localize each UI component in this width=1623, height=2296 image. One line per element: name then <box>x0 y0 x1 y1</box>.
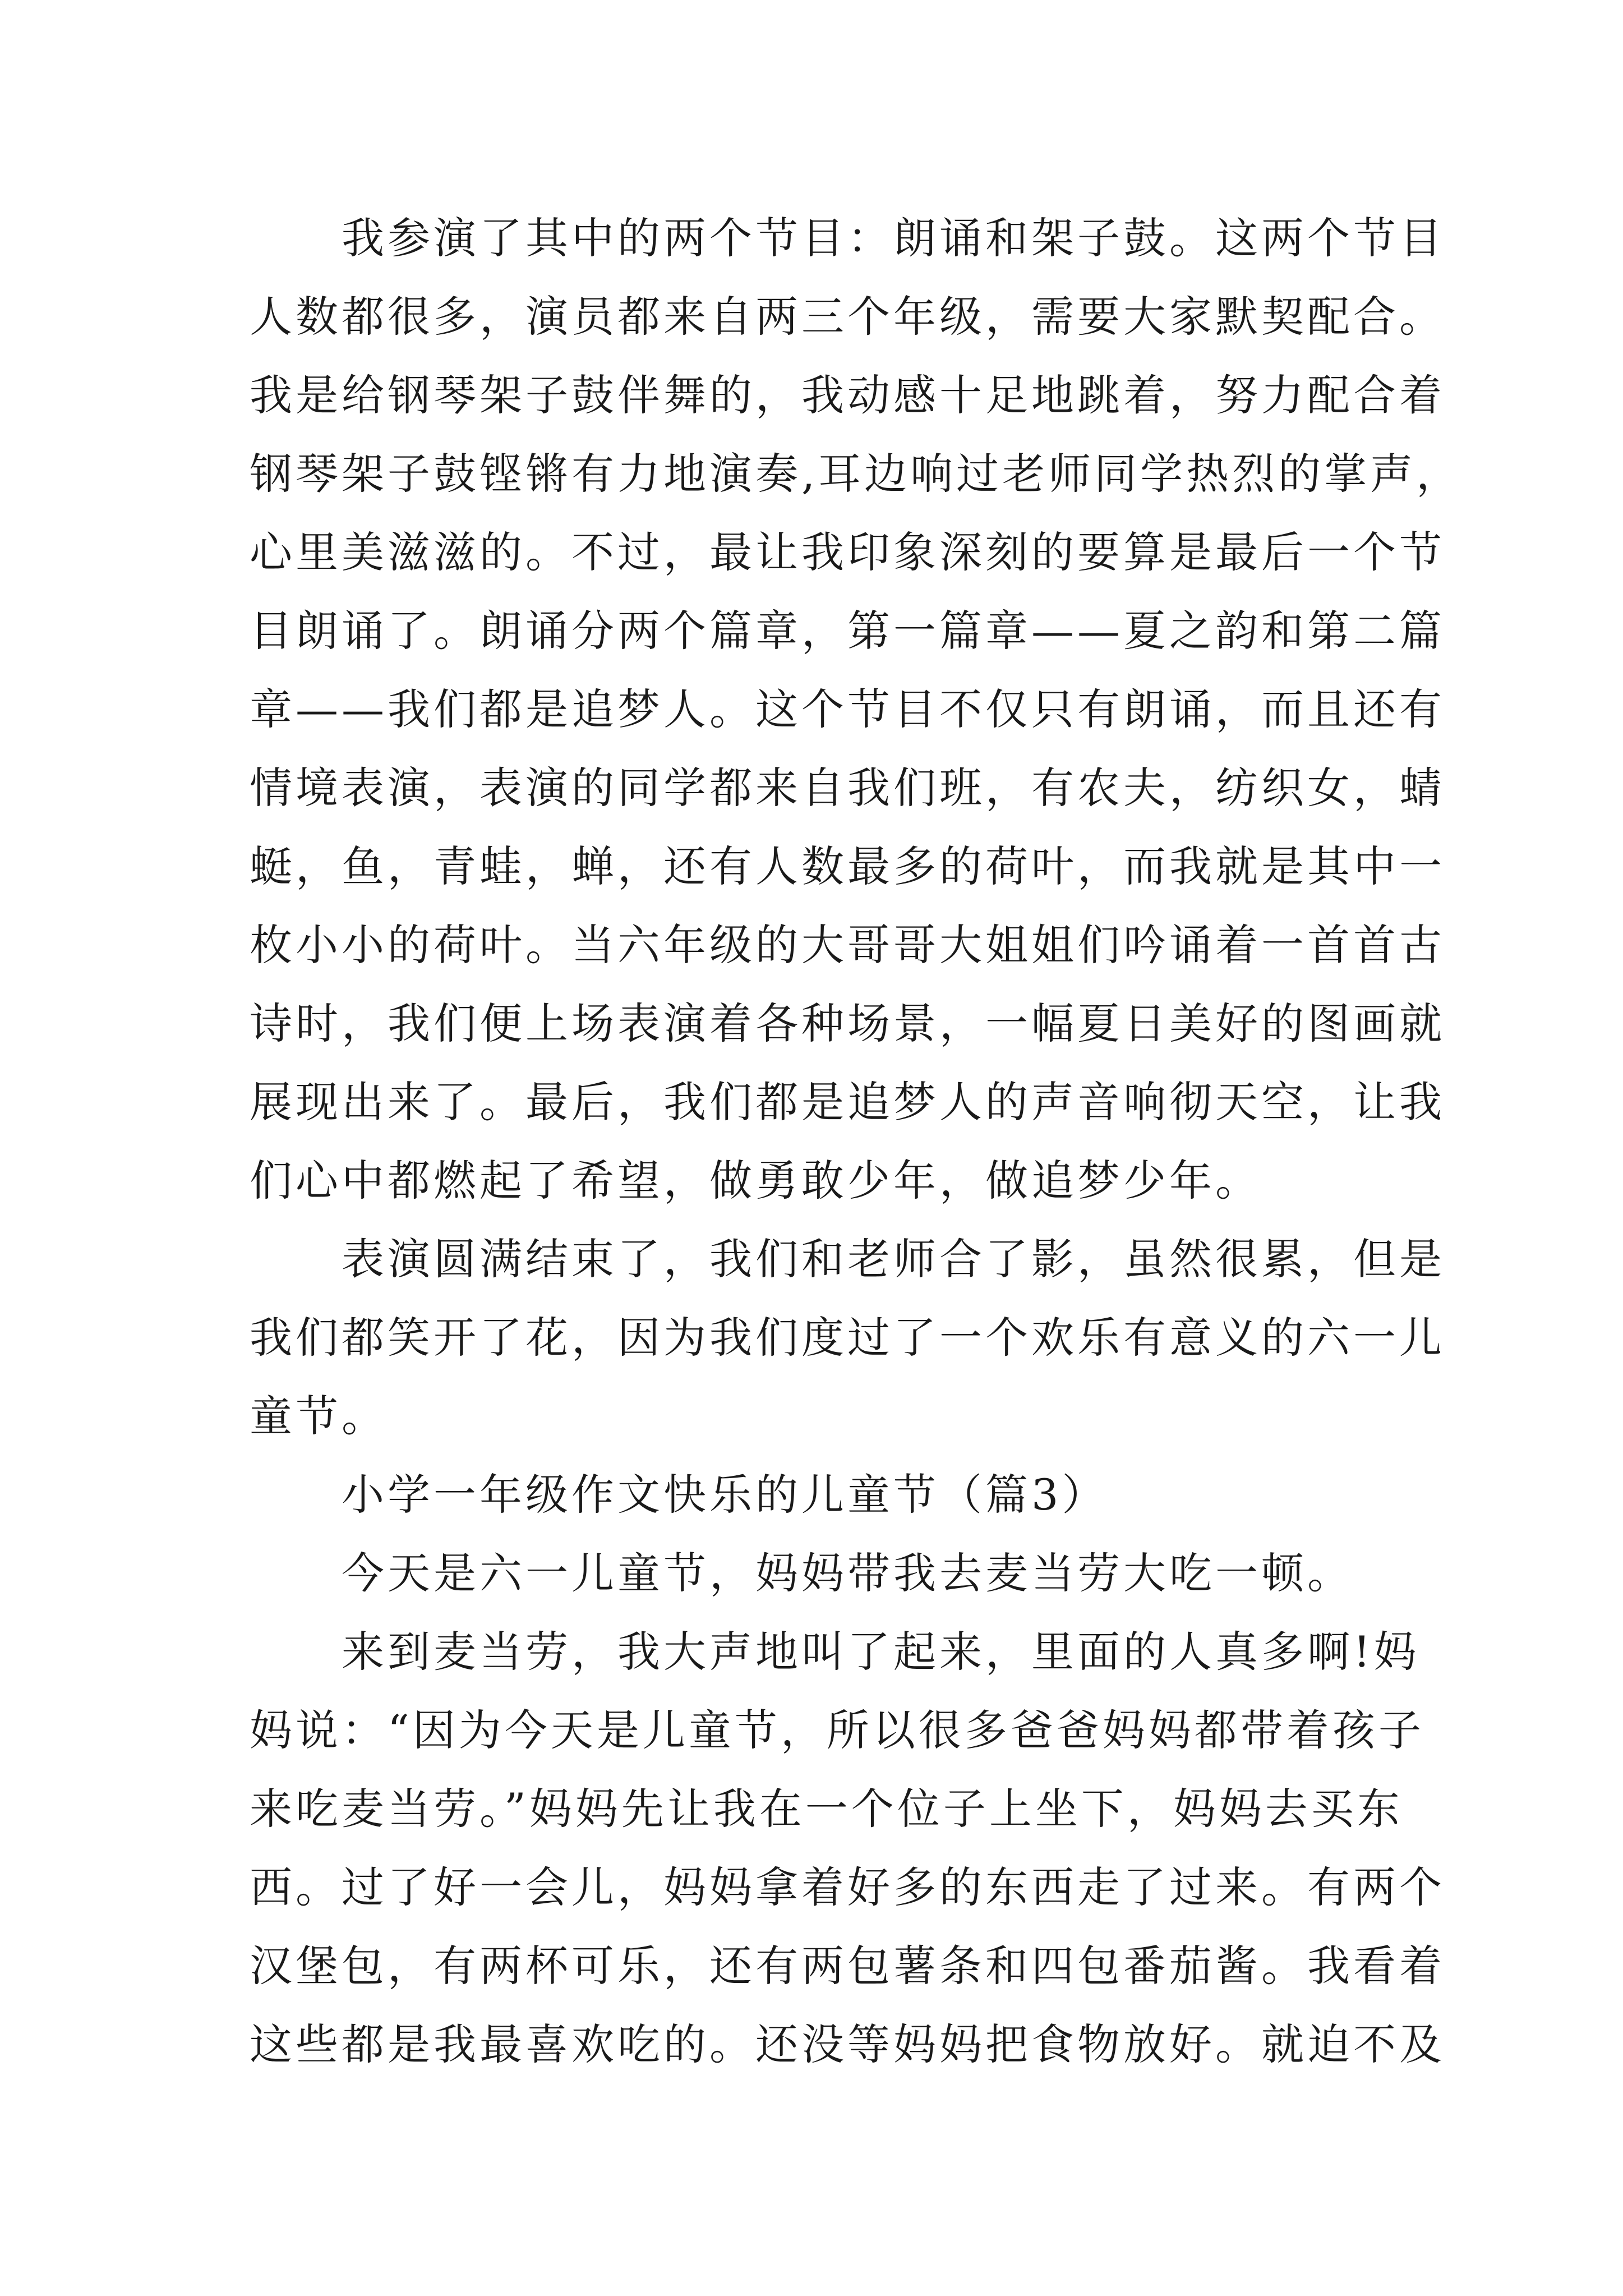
text-line: 来吃麦当劳。”妈妈先让我在一个位子上坐下，妈妈去买东 <box>250 1784 1403 1834</box>
text-line: 童节。 <box>250 1391 388 1441</box>
text-line: 今天是六一儿童节，妈妈带我去麦当劳大吃一顿。 <box>250 1548 1353 1598</box>
text-line: 汉堡包，有两杯可乐，还有两包薯条和四包番茄酱。我看着 <box>250 1941 1445 1991</box>
text-line: 人数都很多，演员都来自两三个年级，需要大家默契配合。 <box>250 292 1445 342</box>
text-line: 们心中都燃起了希望，做勇敢少年，做追梦少年。 <box>250 1156 1261 1205</box>
text-line: 表演圆满结束了，我们和老师合了影，虽然很累，但是 <box>250 1234 1445 1284</box>
text-line: 目朗诵了。朗诵分两个篇章，第一篇章——夏之韵和第二篇 <box>250 606 1445 656</box>
text-line: 来到麦当劳，我大声地叫了起来，里面的人真多啊!妈 <box>250 1627 1420 1677</box>
text-line: 这些都是我最喜欢吃的。还没等妈妈把食物放好。就迫不及 <box>250 2019 1445 2069</box>
text-line: 钢琴架子鼓铿锵有力地演奏,耳边响过老师同学热烈的掌声， <box>250 449 1463 499</box>
text-line: 蜓，鱼，青蛙，蝉，还有人数最多的荷叶，而我就是其中一 <box>250 841 1445 891</box>
text-line: 情境表演，表演的同学都来自我们班，有农夫，纺织女，蜻 <box>250 763 1445 813</box>
text-line: 我们都笑开了花，因为我们度过了一个欢乐有意义的六一儿 <box>250 1313 1445 1363</box>
text-line: 章——我们都是追梦人。这个节目不仅只有朗诵，而且还有 <box>250 684 1445 734</box>
section-heading: 小学一年级作文快乐的儿童节（篇3） <box>250 1470 1108 1520</box>
text-line: 西。过了好一会儿，妈妈拿着好多的东西走了过来。有两个 <box>250 1862 1445 1912</box>
text-line: 妈说：“因为今天是儿童节，所以很多爸爸妈妈都带着孩子 <box>250 1705 1424 1755</box>
text-line: 展现出来了。最后，我们都是追梦人的声音响彻天空，让我 <box>250 1077 1445 1127</box>
text-line: 心里美滋滋的。不过，最让我印象深刻的要算是最后一个节 <box>250 527 1445 577</box>
text-line: 诗时，我们便上场表演着各种场景，一幅夏日美好的图画就 <box>250 999 1445 1048</box>
text-line: 枚小小的荷叶。当六年级的大哥哥大姐姐们吟诵着一首首古 <box>250 920 1445 970</box>
text-line: 我参演了其中的两个节目：朗诵和架子鼓。这两个节目 <box>250 213 1445 263</box>
text-line: 我是给钢琴架子鼓伴舞的，我动感十足地跳着，努力配合着 <box>250 370 1445 420</box>
